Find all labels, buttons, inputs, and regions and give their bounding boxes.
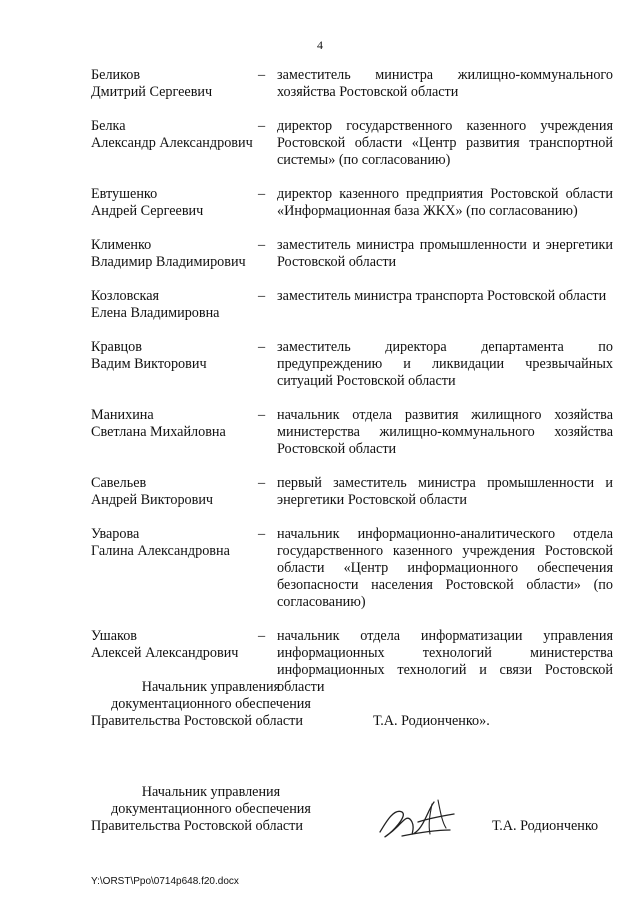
member-dash: – bbox=[258, 288, 266, 304]
member-dash: – bbox=[258, 628, 266, 644]
member-row bbox=[91, 407, 613, 458]
member-role: начальник информационно-аналитического отдела государственного казенного учреждения Ростовской области «Центр информационного обеспечения безопасности населения Ростовской области» (по согласованию) bbox=[277, 526, 613, 610]
member-name bbox=[91, 407, 258, 458]
member-name bbox=[91, 475, 258, 509]
member-dash: – bbox=[258, 526, 266, 542]
member-dash: – bbox=[258, 475, 266, 491]
signature-block-2 bbox=[91, 784, 331, 835]
member-dash: – bbox=[258, 339, 266, 355]
member-row bbox=[91, 237, 613, 271]
signature-2-name: Т.А. Родионченко bbox=[492, 818, 599, 834]
member-role: первый заместитель министра промышленности и энергетики Ростовской области bbox=[277, 475, 613, 508]
member-given-names: Александр Александрович bbox=[91, 135, 253, 151]
member-surname: Козловская bbox=[91, 288, 160, 304]
member-given-names: Андрей Сергеевич bbox=[91, 203, 204, 219]
member-name bbox=[91, 526, 258, 611]
member-row bbox=[91, 475, 613, 509]
member-given-names: Вадим Викторович bbox=[91, 356, 207, 372]
signature-1-line-1: Начальник управления bbox=[141, 679, 281, 695]
member-name bbox=[91, 67, 258, 101]
signature-2-line-3: Правительства Ростовской области bbox=[91, 818, 303, 834]
member-surname: Манихина bbox=[91, 407, 154, 423]
member-surname: Клименко bbox=[91, 237, 152, 253]
member-given-names: Андрей Викторович bbox=[91, 492, 214, 508]
member-row bbox=[91, 339, 613, 390]
member-dash: – bbox=[258, 407, 266, 423]
member-role: директор казенного предприятия Ростовской области «Информационная база ЖКХ» (по согласованию) bbox=[277, 186, 613, 219]
member-given-names: Владимир Владимирович bbox=[91, 254, 246, 270]
member-surname: Савельев bbox=[91, 475, 147, 491]
member-name bbox=[91, 339, 258, 390]
member-role: заместитель министра транспорта Ростовской области bbox=[277, 288, 607, 304]
member-row bbox=[91, 288, 613, 322]
signature-2-line-2: документационного обеспечения bbox=[111, 801, 311, 817]
member-role: начальник отдела информатизации управления информационных технологий министерства информационных технологий и связи Ростовской области bbox=[277, 628, 613, 695]
signature-1-name: Т.А. Родионченко». bbox=[373, 713, 490, 729]
member-role: заместитель министра промышленности и энергетики Ростовской области bbox=[277, 237, 613, 270]
signature-1-line-2: документационного обеспечения bbox=[111, 696, 311, 712]
member-surname: Кравцов bbox=[91, 339, 142, 355]
page-number: 4 bbox=[317, 38, 323, 52]
signature-2-line-1: Начальник управления bbox=[141, 784, 281, 800]
member-name bbox=[91, 118, 258, 169]
member-row bbox=[91, 526, 613, 611]
member-given-names: Светлана Михайловна bbox=[91, 424, 226, 440]
signature-block-1 bbox=[91, 679, 331, 730]
member-name bbox=[91, 186, 258, 220]
member-role: заместитель директора департамента по предупреждению и ликвидации чрезвычайных ситуаций Ростовской области bbox=[277, 339, 613, 389]
member-name bbox=[91, 237, 258, 271]
member-role: директор государственного казенного учреждения Ростовской области «Центр развития транспортной системы» (по согласованию) bbox=[277, 118, 613, 168]
member-dash: – bbox=[258, 67, 266, 83]
member-given-names: Дмитрий Сергеевич bbox=[91, 84, 213, 100]
member-row bbox=[91, 118, 613, 169]
member-role: заместитель министра жилищно-коммунального хозяйства Ростовской области bbox=[277, 67, 613, 100]
member-name bbox=[91, 288, 258, 322]
member-role: начальник отдела развития жилищного хозяйства министерства жилищно-коммунального хозяйства Ростовской области bbox=[277, 407, 613, 457]
member-dash: – bbox=[258, 186, 266, 202]
member-surname: Белка bbox=[91, 118, 126, 134]
member-surname: Уварова bbox=[91, 526, 140, 542]
signature-1-line-3: Правительства Ростовской области bbox=[91, 713, 303, 729]
member-surname: Беликов bbox=[91, 67, 141, 83]
handwritten-signature bbox=[372, 792, 472, 844]
member-given-names: Алексей Александрович bbox=[91, 645, 239, 661]
member-surname: Ушаков bbox=[91, 628, 137, 644]
member-dash: – bbox=[258, 118, 266, 134]
member-row bbox=[91, 186, 613, 220]
member-surname: Евтушенко bbox=[91, 186, 158, 202]
member-dash: – bbox=[258, 237, 266, 253]
member-given-names: Елена Владимировна bbox=[91, 305, 220, 321]
member-given-names: Галина Александровна bbox=[91, 543, 230, 559]
members-list bbox=[91, 67, 613, 713]
footer-file-path: Y:\ORST\Ppo\0714p648.f20.docx bbox=[91, 876, 239, 887]
member-row bbox=[91, 67, 613, 101]
